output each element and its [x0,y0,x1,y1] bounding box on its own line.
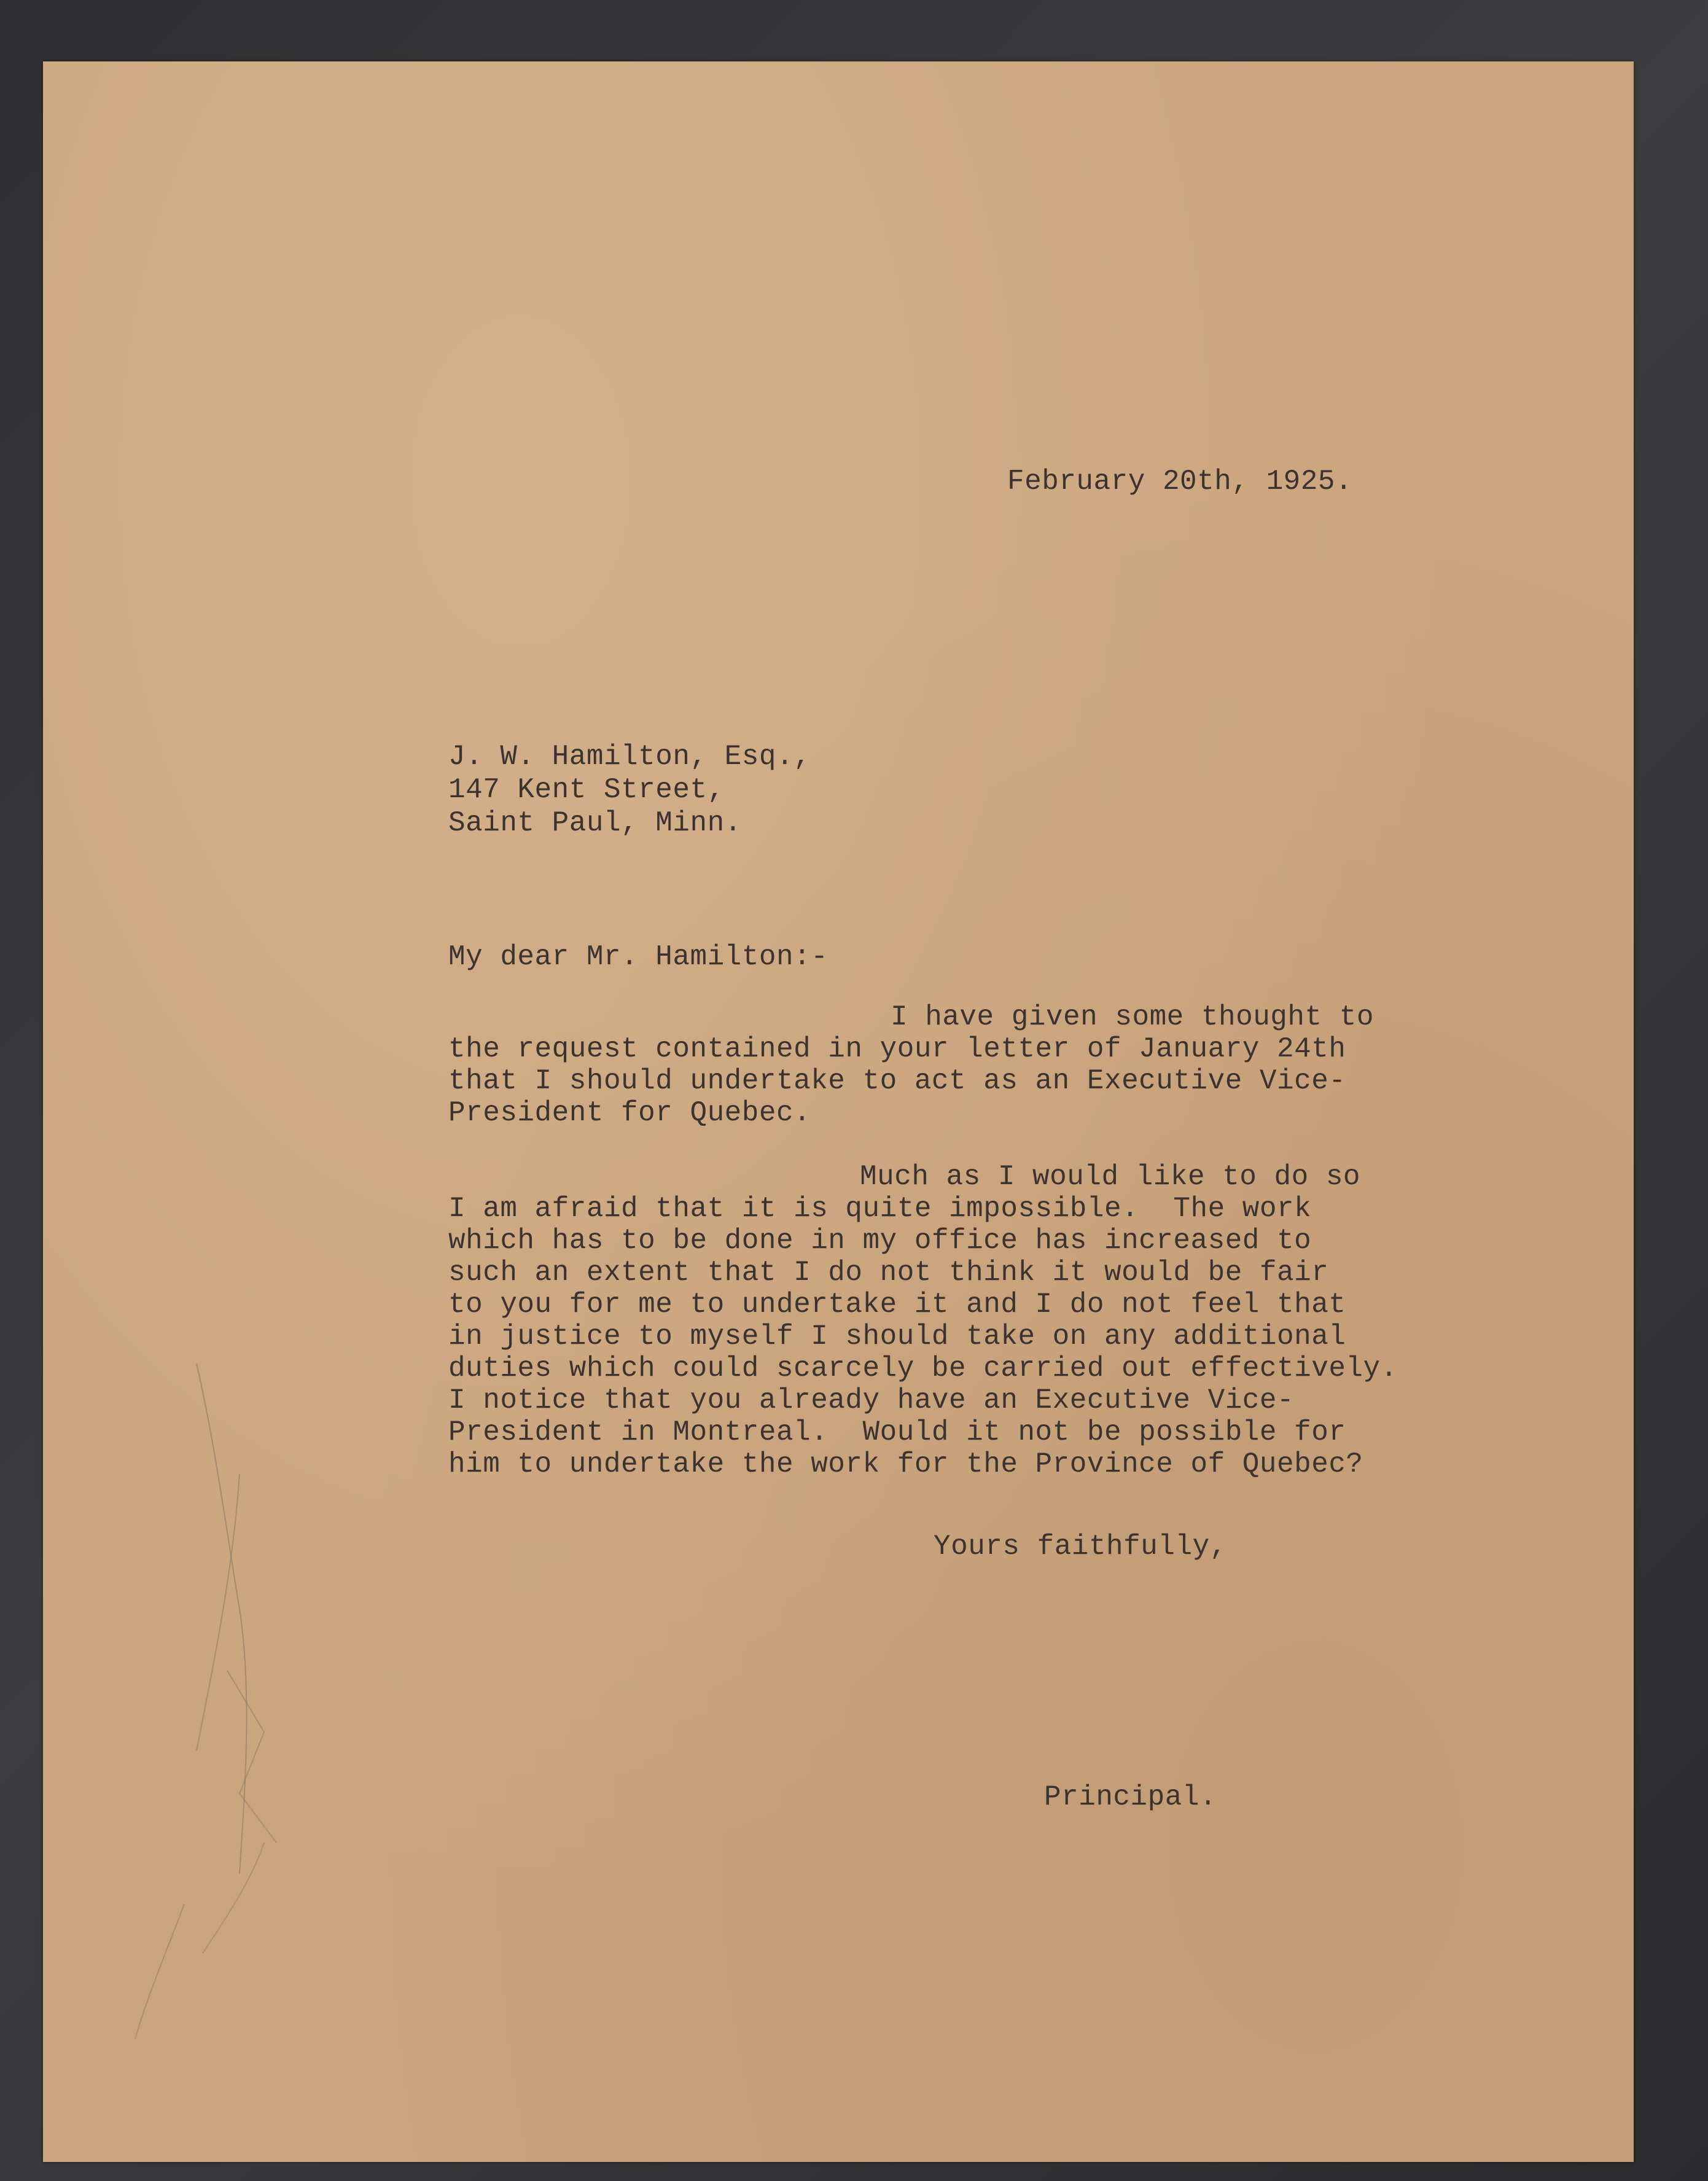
letter-sheet [43,61,1634,2162]
salutation: My dear Mr. Hamilton:- [448,941,829,973]
paragraph2-line1: Much as I would like to do so [860,1161,1361,1193]
recipient-name: J. W. Hamilton, Esq., [448,741,811,773]
paragraph2-line4: such an extent that I do not think it would be fair [448,1257,1329,1289]
paragraph2-line10: him to undertake the work for the Province of Quebec? [448,1448,1363,1480]
paragraph2-line7: duties which could scarcely be carried out effectively. [448,1352,1398,1384]
paragraph1-line2: the request contained in your letter of January 24th [448,1033,1346,1065]
paragraph2-line9: President in Montreal. Would it not be possible for [448,1416,1346,1448]
signature-title: Principal. [1044,1781,1217,1813]
paragraph1-line3: that I should undertake to act as an Executive Vice- [448,1065,1346,1097]
paragraph2-line2: I am afraid that it is quite impossible. The work [448,1193,1312,1225]
pencil-marks [43,61,1634,2162]
recipient-city: Saint Paul, Minn. [448,807,742,839]
closing: Yours faithfully, [934,1531,1227,1563]
paragraph2-line3: which has to be done in my office has increased to [448,1225,1312,1257]
paragraph1-line1: I have given some thought to [891,1001,1374,1033]
letter-date: February 20th, 1925. [1007,466,1353,497]
paragraph2-line6: in justice to myself I should take on any additional [448,1321,1346,1352]
paragraph2-line8: I notice that you already have an Executive Vice- [448,1384,1295,1416]
paragraph2-line5: to you for me to undertake it and I do not feel that [448,1289,1346,1321]
recipient-street: 147 Kent Street, [448,774,725,806]
paragraph1-line4: President for Quebec. [448,1097,811,1129]
